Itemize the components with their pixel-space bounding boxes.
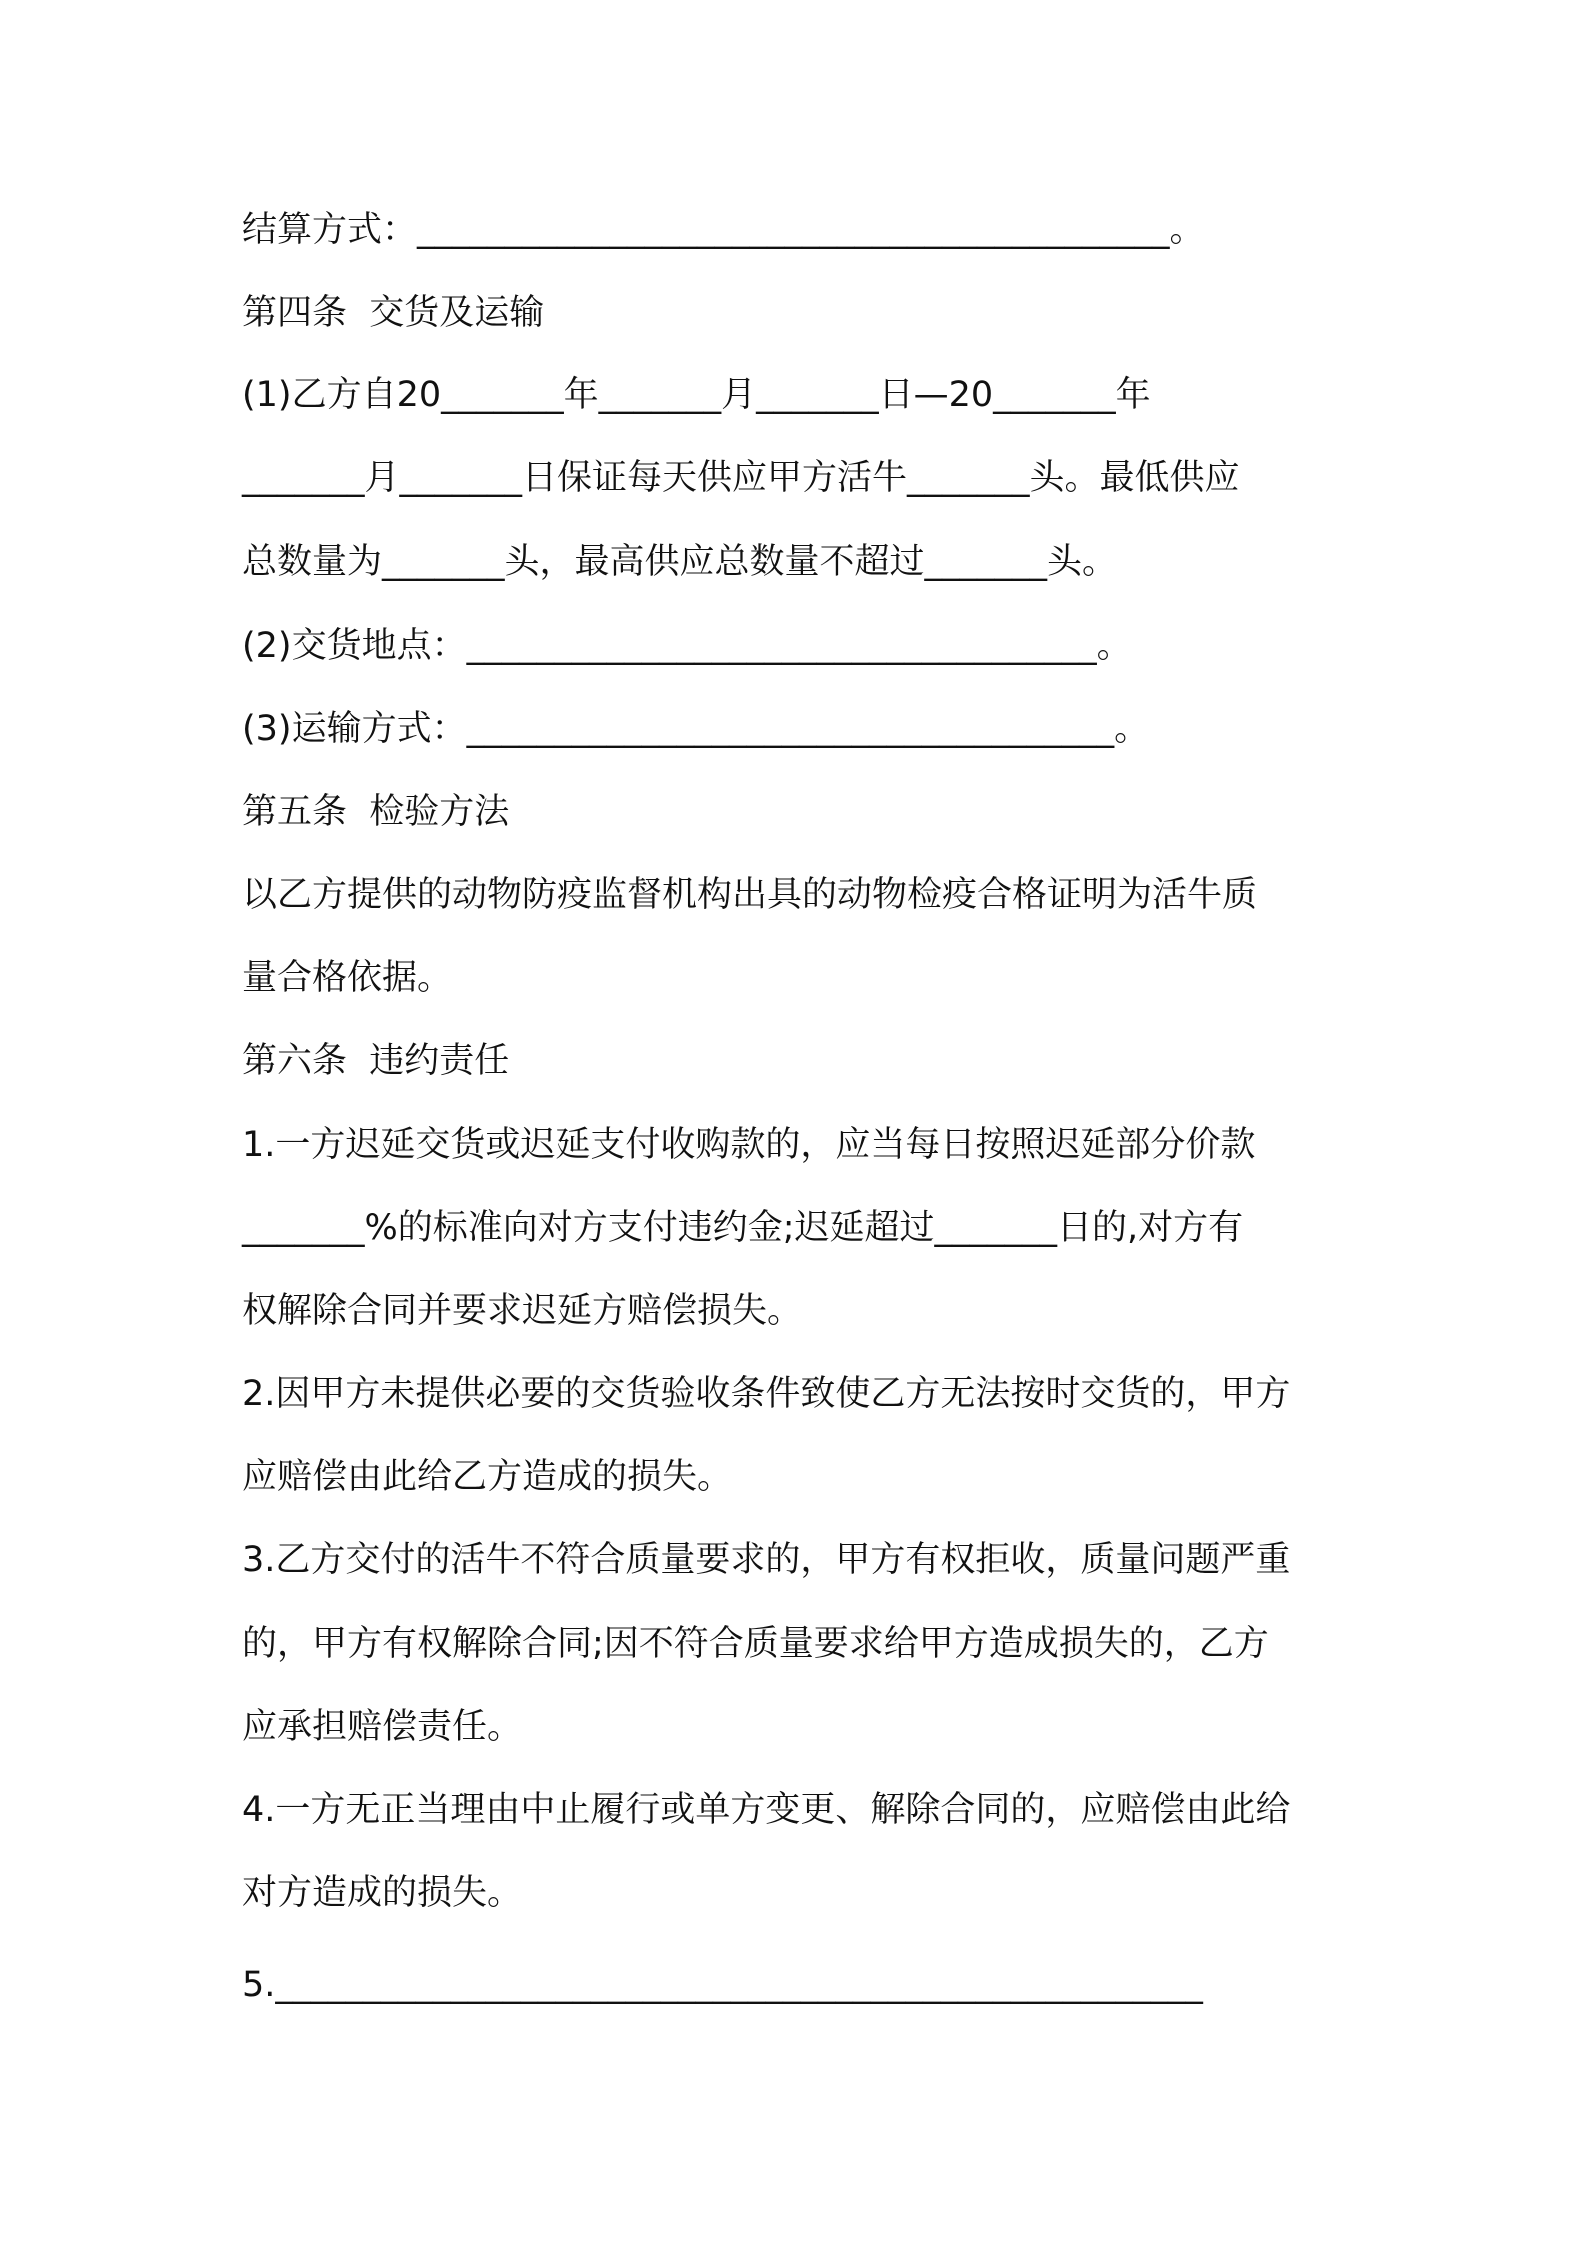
article-6-heading: 第六条 违约责任 (242, 1041, 510, 1081)
clause-6-4-line-2: 对方造成的损失。 (242, 1873, 523, 1913)
clause-4-1-line-1: (1)乙方自20_______年_______月_______日—20_______年 (242, 375, 1151, 415)
clause-6-2-line-2: 应赔偿由此给乙方造成的损失。 (242, 1457, 733, 1497)
article-5-heading: 第五条 检验方法 (242, 792, 510, 832)
clause-4-1-line-2: _______月_______日保证每天供应甲方活牛_______头。最低供应 (242, 458, 1240, 498)
clause-6-1-line-1: 1.一方迟延交货或迟延支付收购款的，应当每日按照迟延部分价款 (242, 1125, 1256, 1165)
article-4-heading: 第四条 交货及运输 (242, 293, 545, 333)
article-5-text-line-1: 以乙方提供的动物防疫监督机构出具的动物检疫合格证明为活牛质 (242, 875, 1258, 915)
clause-4-2-line: (2)交货地点：____________________________________。 (242, 626, 1132, 666)
clause-6-5-line: 5._____________________________________________________ (242, 1965, 1203, 2005)
clause-6-3-line-1: 3.乙方交付的活牛不符合质量要求的，甲方有权拒收，质量问题严重 (242, 1540, 1291, 1580)
clause-6-4-line-1: 4.一方无正当理由中止履行或单方变更、解除合同的，应赔偿由此给 (242, 1790, 1291, 1830)
clause-6-1-line-3: 权解除合同并要求迟延方赔偿损失。 (242, 1291, 803, 1331)
clause-6-2-line-1: 2.因甲方未提供必要的交货验收条件致使乙方无法按时交货的，甲方 (242, 1374, 1291, 1414)
clause-6-1-line-2: _______%的标准向对方支付违约金;迟延超过_______日的,对方有 (242, 1208, 1244, 1248)
clause-6-3-line-2: 的，甲方有权解除合同;因不符合质量要求给甲方造成损失的，乙方 (242, 1624, 1269, 1664)
clause-4-3-line: (3)运输方式：_____________________________________。 (242, 709, 1150, 749)
clause-4-1-line-3: 总数量为_______头，最高供应总数量不超过_______头。 (242, 542, 1118, 582)
clause-6-3-line-3: 应承担赔偿责任。 (242, 1707, 523, 1747)
settlement-method-line: 结算方式：___________________________________________。 (242, 210, 1205, 250)
article-5-text-line-2: 量合格依据。 (242, 958, 453, 998)
